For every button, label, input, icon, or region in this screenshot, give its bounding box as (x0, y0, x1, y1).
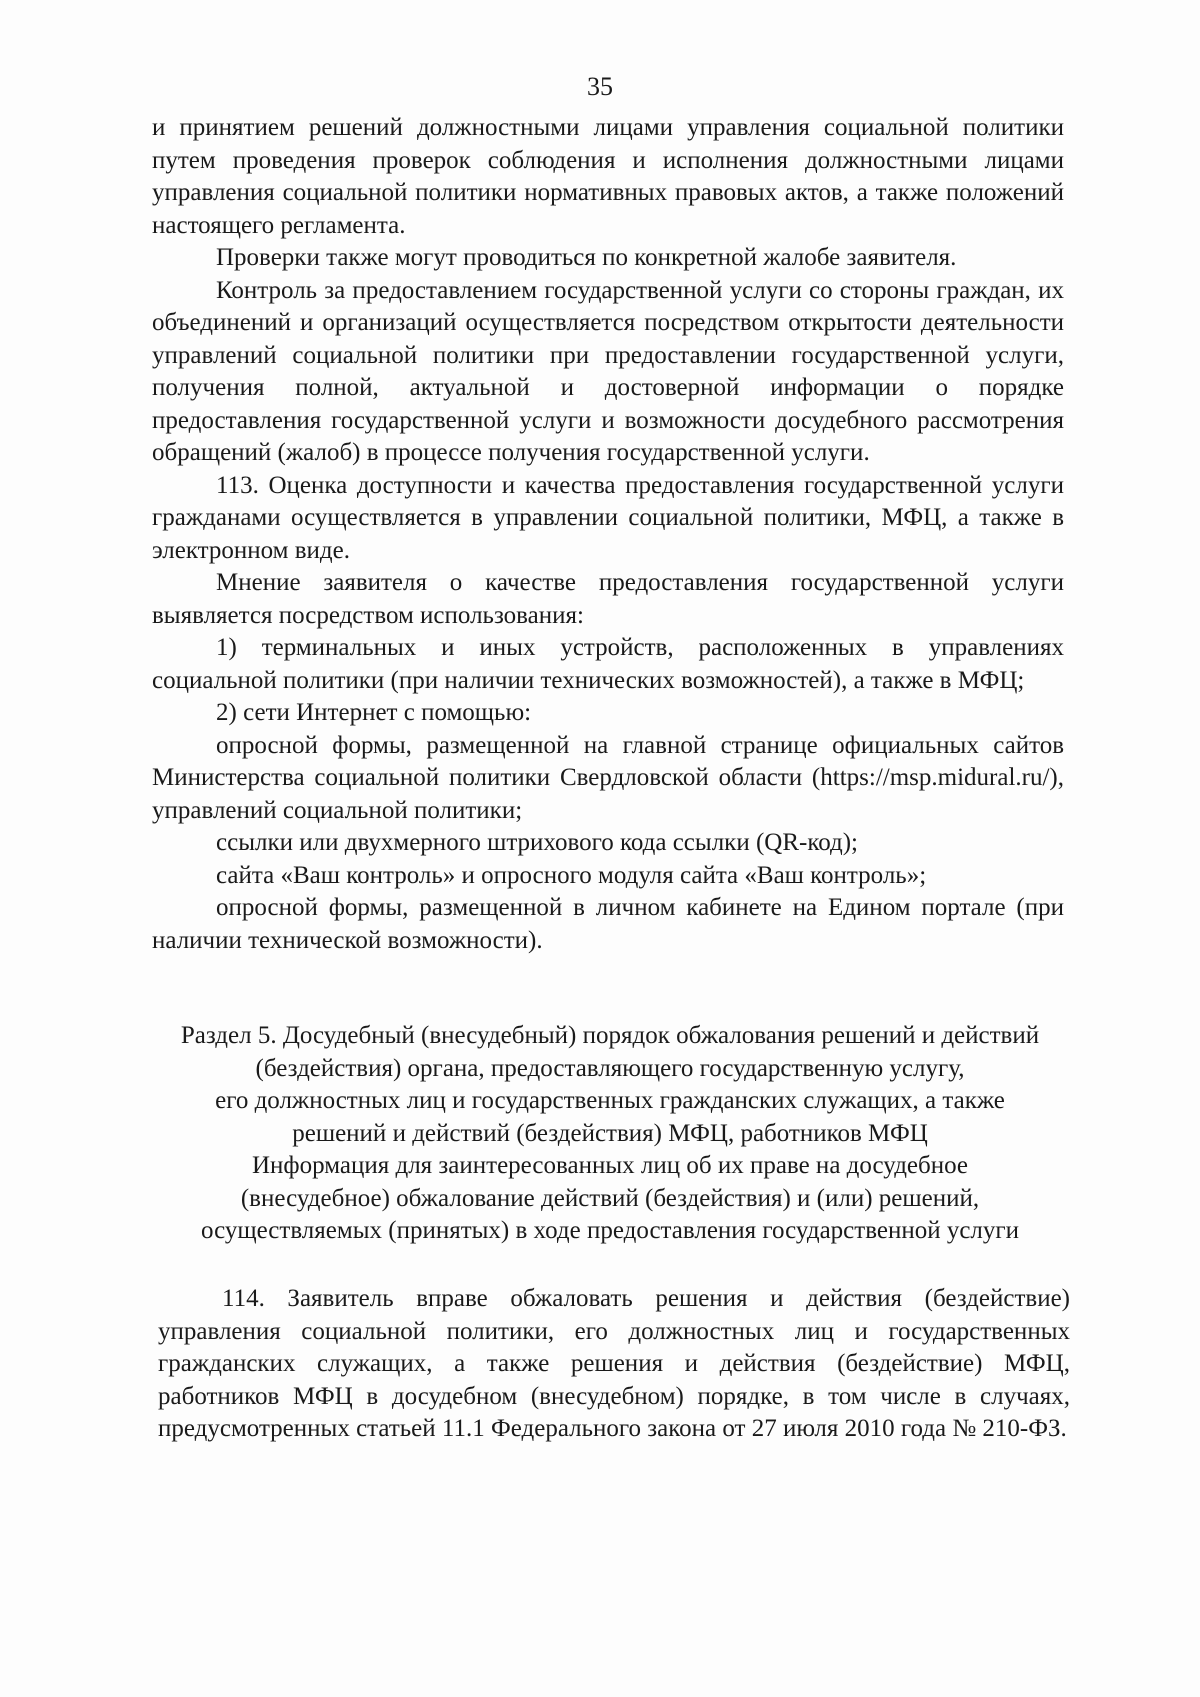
paragraph-applicant-opinion: Мнение заявителя о качестве предоставления государственной услуги выявляется посредством использования: (152, 569, 1064, 629)
heading-line: его должностных лиц и государственных гражданских служащих, а также (215, 1087, 1005, 1114)
paragraph-continuation: и принятием решений должностными лицами управления социальной политики путем проведения проверок соблюдения и исполнения должностными лицами управления социальной политики нормативных правовых актов, а также положений настоящего регламента. (152, 114, 1064, 239)
page-number: 35 (587, 72, 613, 101)
list-item-portal-form: опросной формы, размещенной в личном кабинете на Едином портале (при наличии технической возможности). (152, 894, 1064, 954)
paragraph-public-control: Контроль за предоставлением государственной услуги со стороны граждан, их объединений и организаций осуществляется посредством открытости деятельности управлений социальной политики при предоставлении государственной услуги, получения полной, актуальной и достоверной информации о порядке предоставления государственной услуги и возможности досудебного рассмотрения обращений (жалоб) в процессе получения государственной услуги. (152, 276, 1064, 466)
heading-line: осуществляемых (принятых) в ходе предоставления государственной услуги (200, 1217, 1020, 1244)
heading-line: решений и действий (бездействия) МФЦ, работников МФЦ (292, 1119, 928, 1147)
heading-line: Раздел 5. Досудебный (внесудебный) порядок обжалования решений и действий (180, 1022, 1040, 1049)
list-item-survey-form: опросной формы, размещенной на главной странице официальных сайтов Министерства социальной политики Свердловской области (https://msp.midural.ru/), управлений социальной политики; (152, 731, 1064, 824)
heading-line: (внесудебное) обжалование действий (бездействия) и (или) решений, (240, 1184, 980, 1212)
heading-line: Информация для заинтересованных лиц об их праве на досудебное (251, 1152, 969, 1179)
list-item-qr-code: ссылки или двухмерного штрихового кода ссылки (QR-код); (216, 829, 858, 856)
document-body-section-5 (158, 1283, 1070, 1446)
heading-line: (бездействия) органа, предоставляющего государственную услугу, (255, 1054, 965, 1082)
section-5-heading (140, 1020, 1080, 1248)
list-item-terminals: 1) терминальных и иных устройств, расположенных в управлениях социальной политики (при наличии технических возможностей), а также в МФЦ; (152, 634, 1064, 694)
document-body (152, 112, 1064, 957)
paragraph-114: 114. Заявитель вправе обжаловать решения и действия (бездействие) управления социальной политики, его должностных лиц и государственных гражданских служащих, а также решения и действия (бездействие) МФЦ, работников МФЦ в досудебном (внесудебном) порядке, в том числе в случаях, предусмотренных статьей 11.1 Федерального закона от 27 июля 2010 года № 210-ФЗ. (158, 1285, 1070, 1442)
paragraph-113: 113. Оценка доступности и качества предоставления государственной услуги гражданами осуществляется в управлении социальной политики, МФЦ, а также в электронном виде. (152, 471, 1064, 564)
list-item-internet: 2) сети Интернет с помощью: (216, 699, 532, 726)
list-item-vash-kontrol: сайта «Ваш контроль» и опросного модуля сайта «Ваш контроль»; (216, 861, 927, 889)
paragraph-inspections: Проверки также могут проводиться по конкретной жалобе заявителя. (216, 244, 957, 271)
